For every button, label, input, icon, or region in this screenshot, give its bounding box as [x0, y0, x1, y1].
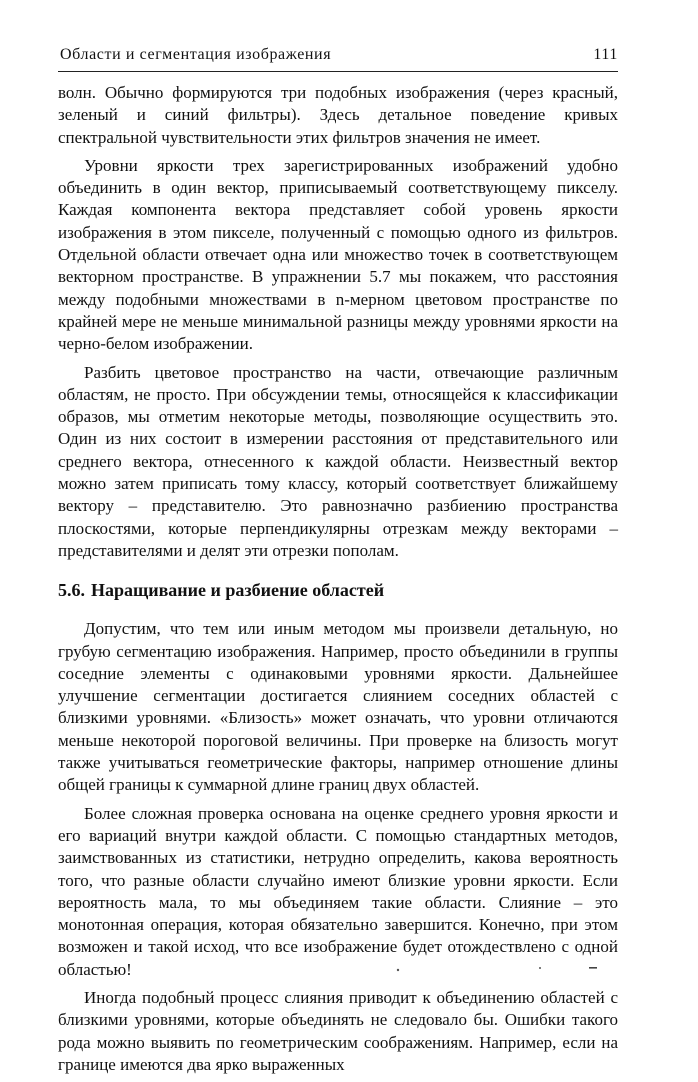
running-title: Области и сегментация изображения	[60, 46, 332, 63]
page-number: 111	[593, 46, 618, 63]
running-header	[58, 44, 618, 68]
section-number: 5.6.	[58, 580, 85, 601]
paragraph: Иногда подобный процесс слияния приводит к объединению областей с близкими уровнями, которые объединять не следовало бы. Ошибки такого рода можно выявить по геометрическим соображениям. Например, если на границе имеются два ярко выраженных	[58, 987, 618, 1074]
paragraph: Допустим, что тем или иным методом мы произвели детальную, но грубую сегментацию изображения. Например, просто объединили в группы соседние элементы с одинаковыми уровнями яркости. Дальнейшее улучшение сегментации достигается слиянием соседних областей с близкими уровнями. «Близость» может означать, что уровни отличаются меньше некоторой пороговой величины. При проверке на близость могут также учитываться геометрические факторы, например отношение длины общей границы к суммарной длине границ двух областей.	[58, 619, 618, 795]
header-rule	[58, 71, 618, 72]
paragraph: Более сложная проверка основана на оценке среднего уровня яркости и его вариаций внутри каждой области. С помощью стандартных методов, заимствованных из статистики, нетрудно определить, какова вероятность того, что разные области случайно имеют близкие уровни яркости. Если вероятность мала, то мы объединяем такие области. Слияние – это монотонная операция, которая обязательно завершится. Конечно, при этом возможен и такой исход, что все изображение будет отождествлено с одной областью!	[58, 803, 618, 979]
paragraph: Разбить цветовое пространство на части, отвечающие различным областям, не просто. При обсуждении темы, относящейся к классификации образов, мы отметим некоторые методы, позволяющие осуществить это. Один из них состоит в измерении расстояния от представительного или среднего вектора, отнесенного к каждой области. Неизвестный вектор можно затем приписать тому классу, который соответствует ближайшему вектору – представителю. Это равнозначно разбиению пространства плоскостями, которые перпендикулярны отрезкам между векторами – представителями и делят эти отрезки пополам.	[58, 362, 618, 560]
body-text	[58, 82, 618, 1082]
paragraph: Уровни яркости трех зарегистрированных изображений удобно объединить в один вектор, приписываемый соответствующему пикселу. Каждая компонента вектора представляет собой уровень яркости изображения в этом пикселе, полученный с помощью одного из фильтров. Отдельной области отвечает одна или множество точек в соответствующем векторном пространстве. В упражнении 5.7 мы покажем, что расстояния между подобными множествами в n-мерном цветовом пространстве по крайней мере не меньше минимальной разницы между уровнями яркости на черно-белом изображении.	[58, 155, 618, 354]
paragraph: волн. Обычно формируются три подобных изображения (через красный, зеленый и синий фильтры). Здесь детальное поведение кривых спектральной чувствительности этих фильтров значения не имеет.	[58, 83, 618, 147]
section-heading	[58, 579, 618, 601]
section-title: Наращивание и разбиение областей	[91, 580, 385, 601]
